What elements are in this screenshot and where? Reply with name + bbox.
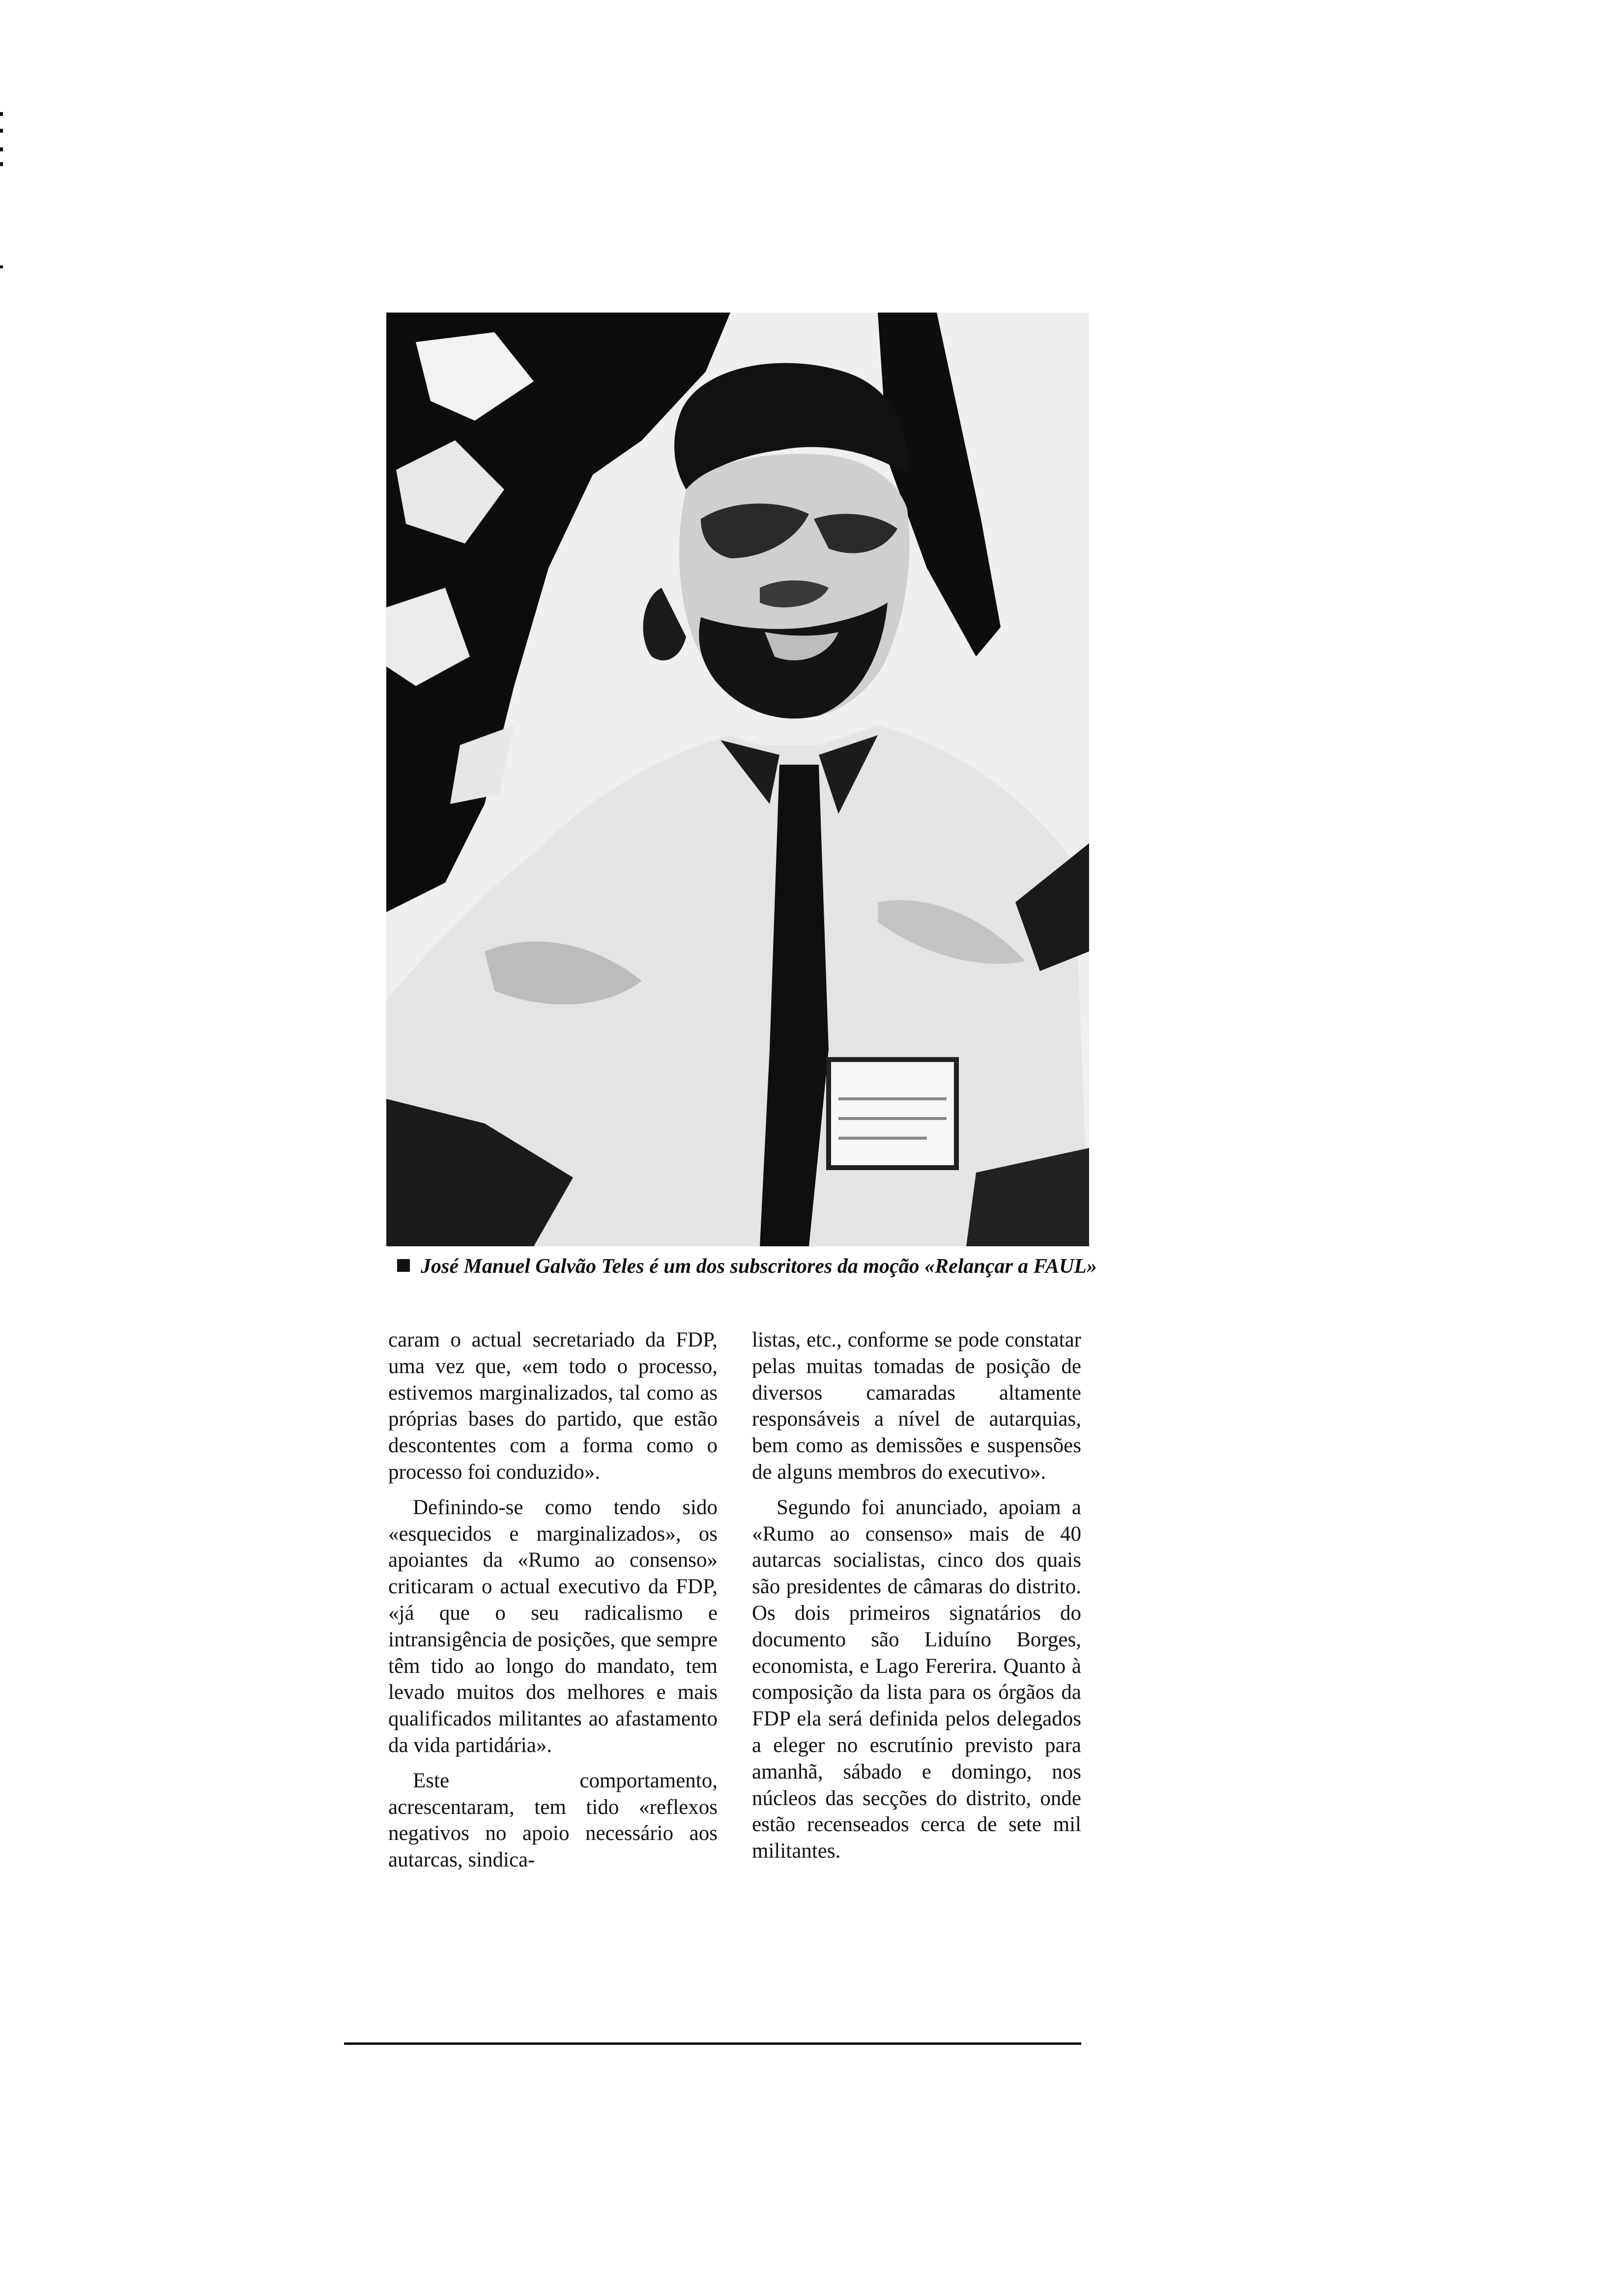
left-paragraph-1: caram o actual secretariado da FDP, uma vez que, «em todo o processo, estivemos marginalizados, tal como as próprias bases do partido, que estão descontentes com a forma como o processo foi conduzido». [388, 1328, 718, 1484]
photo-caption [383, 1254, 1111, 1279]
article-right-column [752, 1327, 1081, 1873]
caption-text: José Manuel Galvão Teles é um dos subscritores da moção «Relançar a FAUL» [421, 1255, 1097, 1278]
portrait-photo [386, 313, 1089, 1246]
article-left-column [388, 1327, 718, 1882]
article-end-rule [344, 2042, 1081, 2045]
right-paragraph-2: Segundo foi anunciado, apoiam a «Rumo ao consenso» mais de 40 autarcas socialistas, cinco dos quais são presidentes de câmaras do distrito. Os dois primeiros signatários do documento são Liduíno Borges, economista, e Lago Fererira. Quanto à composição da lista para os órgãos da FDP ela será definida pelos delegados a eleger no escrutínio previsto para amanhã, sábado e domingo, nos núcleos das secções do distrito, onde estão recenseados cerca de sete mil militantes. [752, 1495, 1081, 1863]
left-paragraph-3: Este comportamento, acrescentaram, tem tido «reflexos negativos no apoio necessário aos autarcas, sindica- [388, 1769, 718, 1872]
right-paragraph-1: listas, etc., conforme se pode constatar pelas muitas tomadas de posição de diversos camaradas altamente responsáveis a nível de autarquias, bem como as demissões e suspensões de alguns membros do executivo». [752, 1328, 1081, 1484]
portrait-photo-image [386, 313, 1089, 1246]
left-paragraph-2: Definindo-se como tendo sido «esquecidos e marginalizados», os apoiantes da «Rumo ao consenso» criticaram o actual executivo da FDP, «já que o seu radicalismo e intransigência de posições, que sempre têm tido ao longo do mandato, tem levado muitos dos melhores e mais qualificados militantes ao afastamento da vida partidária». [388, 1495, 718, 1757]
caption-bullet-icon [397, 1259, 410, 1272]
